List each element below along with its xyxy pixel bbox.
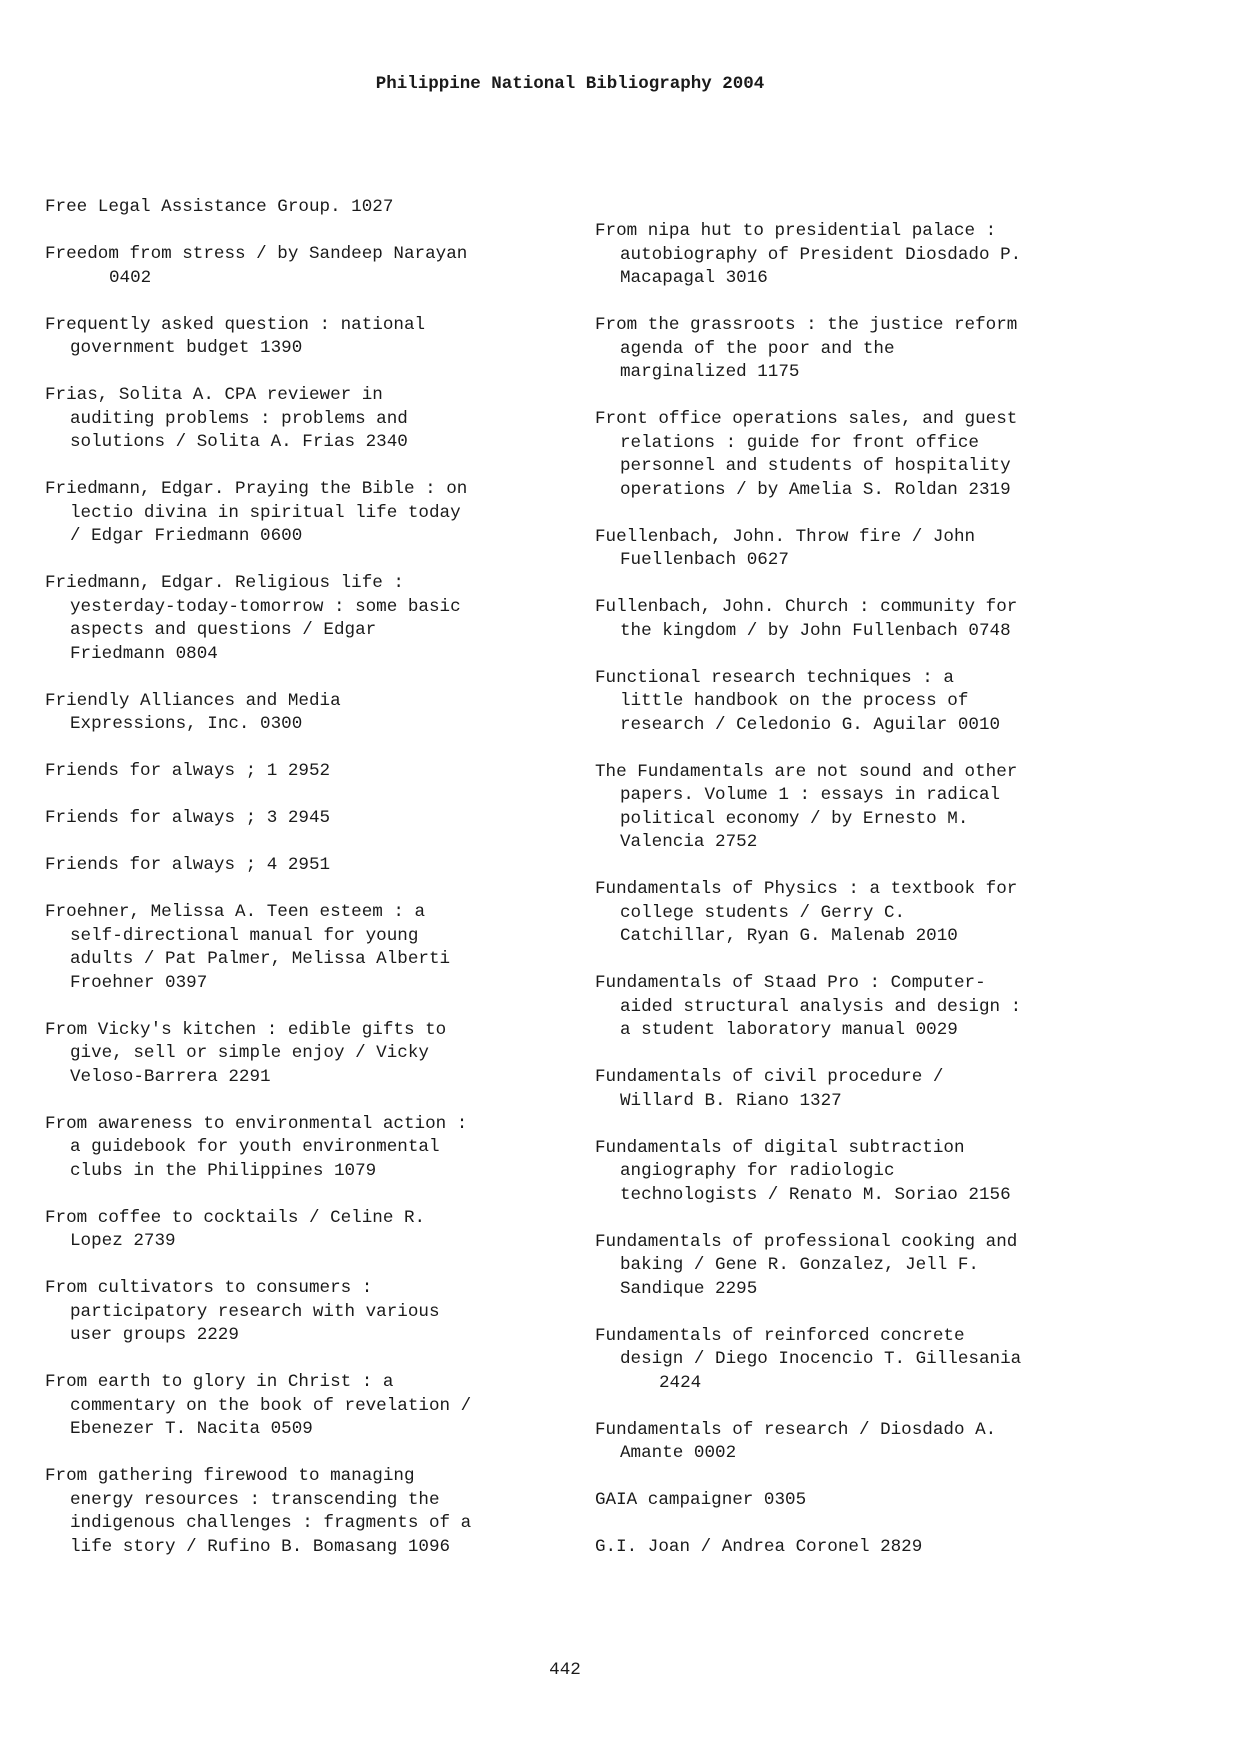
bibliography-entry [45, 1207, 585, 1254]
page-title: Philippine National Bibliography 2004 [375, 74, 765, 94]
entry-line: government budget 1390 [70, 338, 303, 358]
bibliography-entry [595, 1419, 1135, 1466]
entry-line: Free Legal Assistance Group. 1027 [45, 197, 394, 217]
entry-line: 0402 [109, 267, 152, 288]
entry-line: adults / Pat Palmer, Melissa Alberti [70, 949, 451, 969]
entry-line: little handbook on the process of [620, 691, 969, 711]
bibliography-entry [45, 901, 585, 995]
bibliography-entry [595, 761, 1135, 855]
bibliography-entry [595, 1536, 1135, 1560]
entry-line: operations / by Amelia S. Roldan 2319 [620, 479, 1011, 500]
entry-line: yesterday-today-tomorrow : some basic [70, 596, 461, 617]
bibliography-entry [45, 1277, 585, 1348]
entry-line: GAIA campaigner 0305 [595, 1490, 807, 1510]
entry-line: Froehner 0397 [70, 972, 208, 993]
entry-line: Friedmann, Edgar. Religious life : [45, 573, 404, 593]
entry-line: aspects and questions / Edgar [70, 620, 377, 640]
entry-line: user groups 2229 [70, 1325, 239, 1345]
entry-line: a guidebook for youth environmental [70, 1137, 440, 1157]
entry-line: the kingdom / by John Fullenbach 0748 [620, 620, 1011, 641]
entry-line: lectio divina in spiritual life today [70, 502, 461, 523]
bibliography-entry [45, 1465, 585, 1559]
entry-line: self-directional manual for young [70, 925, 419, 946]
entry-line: baking / Gene R. Gonzalez, Jell F. [620, 1255, 979, 1275]
page-number: 442 [549, 1660, 581, 1680]
entry-line: From gathering firewood to managing [45, 1466, 415, 1486]
bibliography-entry [45, 384, 585, 455]
entry-line: research / Celedonio G. Aguilar 0010 [620, 714, 1001, 735]
entry-line: Froehner, Melissa A. Teen esteem : a [45, 902, 426, 922]
entry-line: / Edgar Friedmann 0600 [70, 526, 303, 546]
entry-line: Fundamentals of professional cooking and [595, 1231, 1018, 1252]
entry-line: Expressions, Inc. 0300 [70, 714, 303, 734]
entry-line: commentary on the book of revelation / [70, 1395, 472, 1416]
entry-line: Functional research techniques : a [595, 667, 954, 688]
entry-line: From cultivators to consumers : [45, 1278, 373, 1298]
entry-line: Freedom from stress / by Sandeep Narayan [45, 244, 468, 264]
entry-line: From the grassroots : the justice reform [595, 315, 1018, 335]
entry-line: aided structural analysis and design : [620, 996, 1022, 1017]
bibliography-entry [595, 1489, 1135, 1513]
entry-line: technologists / Renato M. Soriao 2156 [620, 1184, 1011, 1205]
entry-line: college students / Gerry C. [620, 902, 906, 923]
entry-line: From Vicky's kitchen : edible gifts to [45, 1019, 447, 1040]
entry-line: Lopez 2739 [70, 1231, 176, 1251]
entry-line: participatory research with various [70, 1301, 440, 1322]
entry-line: Friends for always ; 4 2951 [45, 855, 331, 875]
bibliography-entry [595, 314, 1135, 385]
entry-line: From coffee to cocktails / Celine R. [45, 1207, 426, 1228]
entry-line: energy resources : transcending the [70, 1489, 440, 1510]
entry-line: personnel and students of hospitality [620, 456, 1011, 476]
bibliography-entry [595, 1231, 1135, 1302]
entry-line: Fullenbach, John. Church : community for [595, 597, 1018, 617]
entry-line: Fundamentals of research / Diosdado A. [595, 1419, 997, 1440]
entry-line: Front office operations sales, and guest [595, 409, 1018, 429]
entry-line: life story / Rufino B. Bomasang 1096 [70, 1536, 451, 1557]
entry-line: Frequently asked question : national [45, 314, 426, 335]
entry-line: Frias, Solita A. CPA reviewer in [45, 385, 383, 405]
entry-line: Veloso-Barrera 2291 [70, 1066, 271, 1087]
entry-line: Fundamentals of reinforced concrete [595, 1325, 965, 1346]
entry-line: Fuellenbach, John. Throw fire / John [595, 526, 976, 547]
entry-line: angiography for radiologic [620, 1161, 895, 1181]
entry-line: indigenous challenges : fragments of a [70, 1513, 472, 1533]
bibliography-entry [595, 878, 1135, 949]
bibliography-entry [45, 760, 585, 784]
entry-line: Catchillar, Ryan G. Malenab 2010 [620, 926, 958, 946]
entry-line: Willard B. Riano 1327 [620, 1090, 842, 1111]
entry-line: Friendly Alliances and Media [45, 690, 341, 711]
bibliography-entry [595, 1137, 1135, 1208]
entry-line: give, sell or simple enjoy / Vicky [70, 1043, 429, 1063]
entry-line: Amante 0002 [620, 1443, 737, 1463]
bibliography-entry [595, 596, 1135, 643]
bibliography-entry [45, 314, 585, 361]
bibliography-entry [595, 1325, 1135, 1396]
entry-line: Sandique 2295 [620, 1278, 758, 1299]
entry-line: Ebenezer T. Nacita 0509 [70, 1419, 313, 1439]
bibliography-entry [45, 1371, 585, 1442]
entry-line: Friends for always ; 1 2952 [45, 761, 331, 781]
bibliography-entry [45, 807, 585, 831]
bibliography-entry [45, 690, 585, 737]
bibliography-entry [45, 1113, 585, 1184]
bibliography-entry [595, 1066, 1135, 1113]
entry-line: Friedmann 0804 [70, 643, 218, 664]
bibliography-entry [595, 408, 1135, 502]
entry-line: design / Diego Inocencio T. Gillesania [620, 1349, 1022, 1369]
entry-line: From nipa hut to presidential palace : [595, 221, 997, 241]
entry-line: From awareness to environmental action : [45, 1113, 468, 1134]
entry-line: solutions / Solita A. Frias 2340 [70, 432, 408, 452]
entry-line: Fundamentals of civil procedure / [595, 1067, 944, 1087]
entry-line: The Fundamentals are not sound and other [595, 761, 1018, 782]
entry-line: political economy / by Ernesto M. [620, 808, 969, 829]
entry-line: relations : guide for front office [620, 432, 979, 453]
entry-line: autobiography of President Diosdado P. [620, 244, 1022, 265]
bibliography-column-right [595, 220, 1135, 1583]
entry-line: 2424 [659, 1372, 702, 1393]
bibliography-entry [45, 1019, 585, 1090]
bibliography-entry [45, 478, 585, 549]
entry-line: Fuellenbach 0627 [620, 550, 789, 570]
bibliography-entry [45, 572, 585, 666]
entry-line: Fundamentals of Physics : a textbook for [595, 879, 1018, 899]
entry-line: a student laboratory manual 0029 [620, 1020, 958, 1040]
entry-line: clubs in the Philippines 1079 [70, 1160, 377, 1181]
entry-line: From earth to glory in Christ : a [45, 1372, 394, 1392]
entry-line: Macapagal 3016 [620, 268, 768, 288]
bibliography-entry [45, 196, 585, 220]
entry-line: auditing problems : problems and [70, 408, 408, 429]
bibliography-entry [595, 972, 1135, 1043]
entry-line: Friends for always ; 3 2945 [45, 808, 331, 828]
bibliography-column-left [45, 196, 585, 1583]
bibliography-entry [45, 243, 585, 290]
entry-line: papers. Volume 1 : essays in radical [620, 785, 1001, 805]
bibliography-entry [595, 667, 1135, 738]
bibliography-entry [45, 854, 585, 878]
entry-line: agenda of the poor and the [620, 338, 895, 359]
entry-line: G.I. Joan / Andrea Coronel 2829 [595, 1537, 923, 1557]
entry-line: Fundamentals of digital subtraction [595, 1137, 965, 1158]
entry-line: Friedmann, Edgar. Praying the Bible : on [45, 479, 468, 499]
entry-line: Valencia 2752 [620, 832, 758, 852]
bibliography-entry [595, 220, 1135, 291]
bibliography-entry [595, 526, 1135, 573]
entry-line: marginalized 1175 [620, 362, 800, 382]
entry-line: Fundamentals of Staad Pro : Computer- [595, 973, 986, 993]
